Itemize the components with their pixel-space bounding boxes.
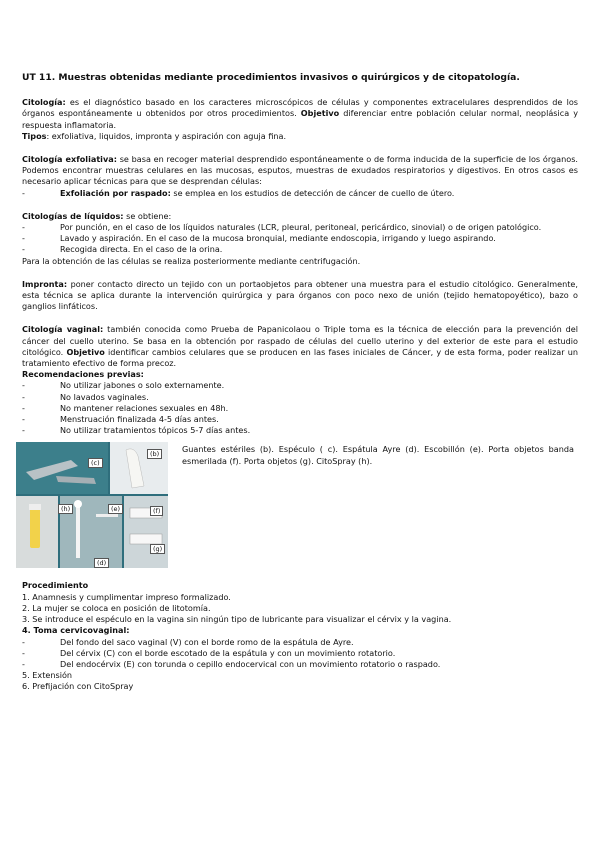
exfoliacion-term: Exfoliación por raspado: [60,187,171,198]
toma-substep-3: Del endocérvix (E) con torunda o cepillo endocervical con un movimiento rotatorio o raspado. [60,658,441,669]
toma-substep-2: Del cérvix (C) con el borde escotado de la espátula y con un movimiento rotatorio. [60,647,396,658]
liquidos-item-3: Recogida directa. En el caso de la orina. [60,244,223,255]
liquidos-item-2: Lavado y aspiración. En el caso de la mucosa bronquial, mediante endoscopia, irrigando y luego aspirando. [60,233,496,244]
page-title: UT 11. Muestras obtenidas mediante procedimientos invasivos o quirúrgicos y de citopatología. [22,72,520,83]
citologia-text2: diferenciar entre población celular normal, neoplásica y respuesta inflamatoria. [22,108,578,130]
procedimiento-step-5: 5. Extensión [22,670,73,681]
tipos-text: : exfoliativa, liquidos, impronta y aspiración con aguja fina. [46,130,287,141]
vaginal-text2: identificar cambios celulares que se producen en las fases iniciales de Cáncer, y de esta forma, poder realizar un tratamiento efectivo de forma precoz. [22,346,578,369]
list-dash: - [22,187,25,198]
list-item: - No mantener relaciones sexuales en 48h. [22,403,578,414]
tipos-paragraph [22,131,578,142]
list-item: - Recogida directa. En el caso de la orina. [22,244,578,255]
tipos-term: Tipos [22,130,47,141]
procedimiento-step-2: 2. La mujer se coloca en posición de litotomía. [22,602,211,613]
list-item: - No utilizar jabones o solo externamente. [22,380,578,391]
exfoliativa-text: se basa en recoger material desprendido espontáneamente o de forma inducida de la superficie de los órganos. Podemos encontrar muestras celulares en las mucosas, esputos, muestras de exudados respiratorios y digestivos. En otros casos es necesario aplicar técnicas para que se desprendan células: [22,154,579,187]
procedimiento-step-6: 6. Prefijación con CitoSpray [22,681,134,692]
recomendacion-4: Menstruación finalizada 4-5 días antes. [60,414,219,425]
figure-label-e: (e) [108,504,123,514]
procedimiento-step-4: 4. Toma cervicovaginal: [22,625,130,636]
procedimiento-step-3: 3. Se introduce el espéculo en la vagina sin ningún tipo de lubricante para visualizar el cérvix y la vagina. [22,614,452,625]
impronta-term: Impronta: [22,278,68,289]
figure-label-b: (b) [147,449,162,459]
recomendacion-5: No utilizar tratamientos tópicos 5-7 días antes. [60,425,251,436]
liquidos-item-1: Por punción, en el caso de los líquidos naturales (LCR, pleural, peritoneal, pericárdico, sinovial) o de origen patológico. [60,222,542,233]
list-item: - Menstruación finalizada 4-5 días antes. [22,414,578,425]
vaginal-paragraph [22,324,578,369]
liquidos-term: Citologías de líquidos: [22,210,124,221]
vaginal-objetivo-term: Objetivo [66,346,105,357]
toma-substep-1: Del fondo del saco vaginal (V) con el borde romo de la espátula de Ayre. [60,636,354,647]
citologia-paragraph [22,97,578,131]
figure-label-g: (g) [150,544,165,554]
list-item: - Por punción, en el caso de los líquidos naturales (LCR, pleural, peritoneal, pericárdico, sinovial) o de origen patológico. [22,222,578,233]
figure-label-f: (f) [150,506,163,516]
list-item: - No lavados vaginales. [22,392,578,403]
liquidos-paragraph [22,211,578,222]
list-item: - Del cérvix (C) con el borde escotado de la espátula y con un movimiento rotatorio. [22,648,578,659]
list-item: - Del endocérvix (E) con torunda o cepillo endocervical con un movimiento rotatorio o raspado. [22,659,578,670]
recomendacion-2: No lavados vaginales. [60,391,149,402]
document-page [22,72,578,693]
recomendacion-1: No utilizar jabones o solo externamente. [60,380,225,391]
vaginal-term: Citología vaginal: [22,324,104,335]
list-item: - Del fondo del saco vaginal (V) con el borde romo de la espátula de Ayre. [22,637,578,648]
instruments-photo [16,442,168,568]
citologia-text1: es el diagnóstico basado en los caracteres microscópicos de células y componentes extracelulares desprendidos de los órganos espontáneamente u obtenidos por otros procedimientos. [22,97,578,119]
citologia-term: Citología: [22,97,66,108]
vaginal-text1: también conocida como Prueba de Papanicolaou o Triple toma es la técnica de elección para la prevención del cáncer del cuello uterino. Se basa en la obtención por raspado de células del cuello uterino y del exterior de este para el estudio citológico. [22,324,578,357]
procedimiento-title: Procedimiento [22,580,89,591]
figure-row [22,442,578,568]
exfoliativa-paragraph [22,154,578,188]
recomendacion-3: No mantener relaciones sexuales en 48h. [60,402,229,413]
figure-label-d: (d) [94,558,109,568]
list-item: - Lavado y aspiración. En el caso de la mucosa bronquial, mediante endoscopia, irrigando y luego aspirando. [22,233,578,244]
liquidos-footer: Para la obtención de las células se realiza posteriormente mediante centrifugación. [22,255,361,266]
figure-label-c: (c) [88,458,103,468]
exfoliativa-term: Citología exfoliativa: [22,154,117,165]
impronta-paragraph [22,279,578,313]
procedimiento-step-1: 1. Anamnesis y cumplimentar impreso formalizado. [22,591,231,602]
figure-caption: Guantes estériles (b). Espéculo ( c). Espátula Ayre (d). Escobillón (e). Porta objetos banda esmerilada (f). Porta objetos (g). CitoSpray (h). [182,444,574,466]
list-item [22,188,578,199]
impronta-text: poner contacto directo un tejido con un portaobjetos para obtener una muestra para el estudio citológico. Generalmente, esta técnica se aplica durante la intervención quirúrgica y para órganos con poco nexo de unión (tejido hematopoyético), bazo o ganglios linfáticos. [22,278,578,312]
list-item: - No utilizar tratamientos tópicos 5-7 días antes. [22,425,578,436]
citologia-objetivo-term: Objetivo [300,108,340,119]
recomendaciones-title: Recomendaciones previas: [22,369,144,380]
figure-label-h: (h) [58,504,73,514]
exfoliacion-text: se emplea en los estudios de detección de cáncer de cuello de útero. [170,187,455,198]
liquidos-text: se obtiene: [123,210,172,221]
